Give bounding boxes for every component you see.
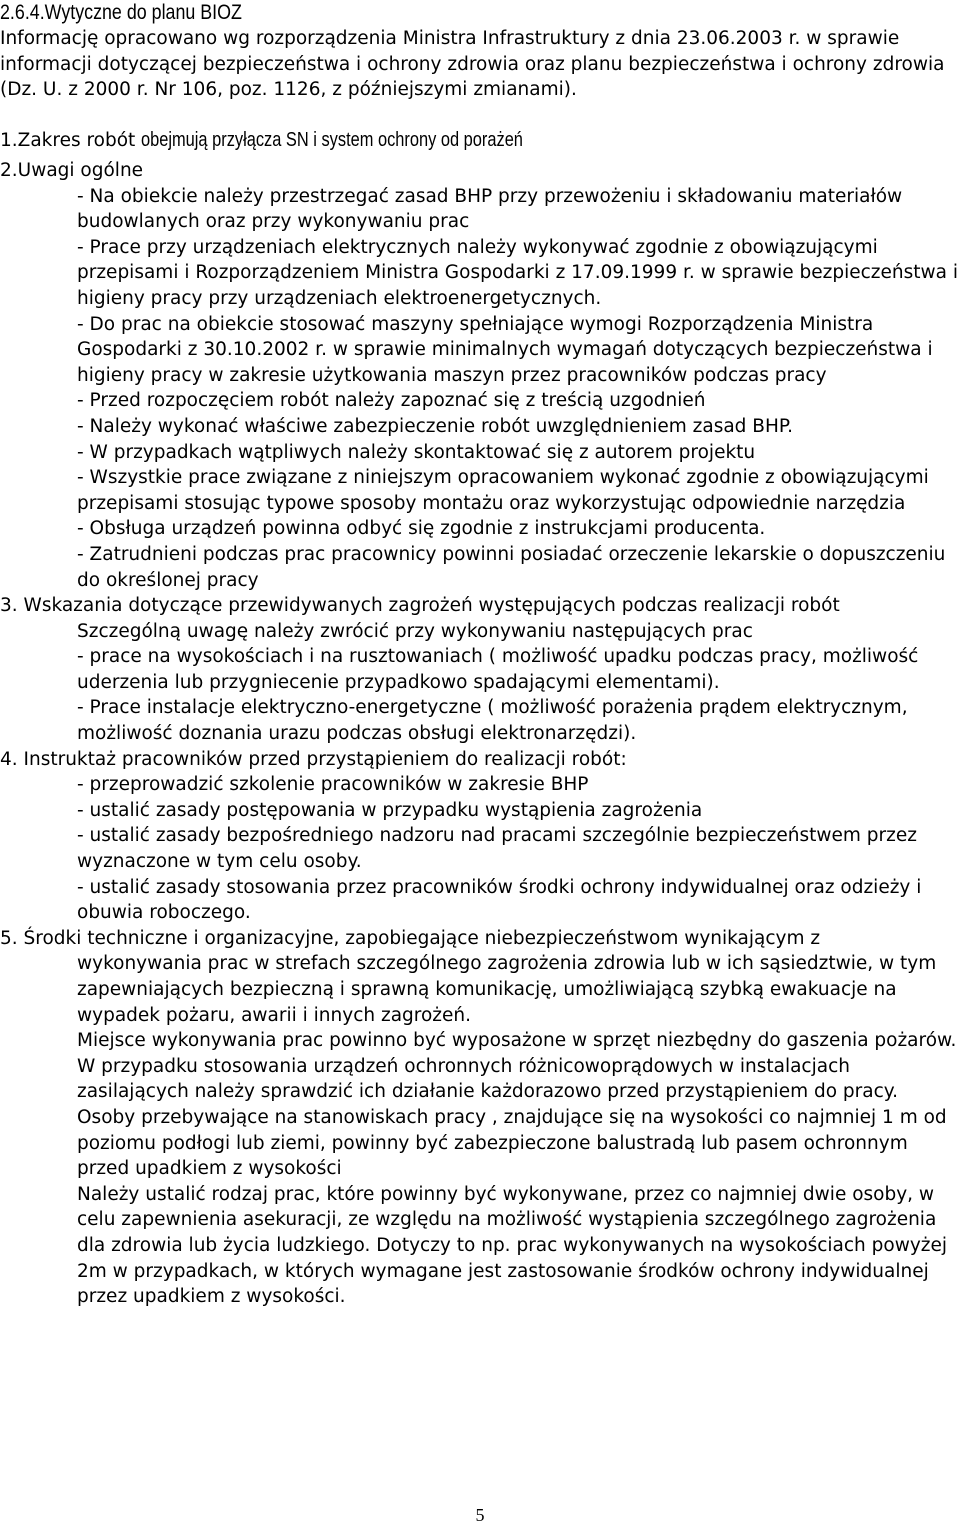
section-3-list <box>77 619 960 747</box>
section-5 <box>0 926 960 1310</box>
section-1-title <box>0 127 960 154</box>
paragraph: W przypadku stosowania urządzeń ochronnych różnicowoprądowych w instalacjach zasilających należy sprawdzić ich działanie każdorazowo przed przystąpieniem do pracy. <box>77 1055 898 1103</box>
section-5-list <box>77 951 960 1309</box>
list-item: - Na obiekcie należy przestrzegać zasad BHP przy przewożeniu i składowaniu materiałów budowlanych oraz przy wykonywaniu prac <box>77 185 903 233</box>
section-1-number: 1. <box>0 130 18 151</box>
section-2-list <box>77 184 960 594</box>
list-item: - Do prac na obiekcie stosować maszyny spełniające wymogi Rozporządzenia Ministra Gospodarki z 30.10.2002 r. w sprawie minimalnych wymagań dotyczących bezpieczeństwa i higieny pracy w zakresie użytkowania maszyn przez pracowników podczas pracy <box>77 313 933 386</box>
list-item: - Prace instalacje elektryczno-energetyczne ( możliwość porażenia prądem elektrycznym, możliwość doznania urazu podczas obsługi elektronarzędzi). <box>77 697 908 745</box>
section-1-title-part1: Zakres robót <box>17 130 142 151</box>
list-item: - W przypadkach wątpliwych należy skontaktować się z autorem projektu <box>77 441 756 463</box>
section-4-title: 4. Instruktaż pracowników przed przystąpieniem do realizacji robót: <box>0 748 627 770</box>
list-item: - ustalić zasady stosowania przez pracowników środki ochrony indywidualnej oraz odzieży i obuwia roboczego. <box>77 876 922 924</box>
list-item: - Obsługa urządzeń powinna odbyć się zgodnie z instrukcjami producenta. <box>77 518 766 540</box>
list-item: Szczególną uwagę należy zwrócić przy wykonywaniu następujących prac <box>77 620 753 642</box>
paragraph: Osoby przebywające na stanowiskach pracy , znajdujące się na wysokości co najmniej 1 m od poziomu podłogi lub ziemi, powinny być zabezpieczone balustradą lub pasem ochronnym przed upadkiem z wysokości <box>77 1106 947 1180</box>
list-item: - Przed rozpoczęciem robót należy zapoznać się z treścią uzgodnień <box>77 390 706 412</box>
paragraph: wykonywania prac w strefach szczególnego zagrożenia zdrowia lub w ich sąsiedztwie, w tym zapewniających bezpieczną i sprawną komunikację, umożliwiającą szybką ewakuacje na wypadek pożaru, awarii i innych zagrożeń. <box>77 953 937 1026</box>
section-1-title-part2: obejmują przyłącza SN i system ochrony od porażeń <box>141 129 524 151</box>
list-item: - ustalić zasady postępowania w przypadku wystąpienia zagrożenia <box>77 799 703 821</box>
section-4-list <box>77 772 960 926</box>
list-item: - przeprowadzić szkolenie pracowników w zakresie BHP <box>77 774 589 796</box>
list-item: - Wszystkie prace związane z niniejszym opracowaniem wykonać zgodnie z obowiązującymi przepisami stosując typowe sposoby montażu oraz wykorzystując odpowiednie narzędzia <box>77 467 929 514</box>
list-item: - prace na wysokościach i na rusztowaniach ( możliwość upadku podczas pracy, możliwość uderzenia lub przygniecenie przypadkowo spadającymi elementami). <box>77 646 919 693</box>
paragraph: Należy ustalić rodzaj prac, które powinny być wykonywane, przez co najmniej dwie osoby, w celu zapewnienia asekuracji, ze względu na możliwość wystąpienia szczególnego zagrożenia dla zdrowia lub życia ludzkiego. Dotyczy to np. prac wykonywanych na wysokościach powyżej 2m w przypadkach, w których wymagane jest zastosowanie środków ochrony indywidualnej przez upadkiem z wysokości. <box>77 1183 948 1308</box>
section-2-title: 2.Uwagi ogólne <box>0 160 144 181</box>
list-item: - Należy wykonać właściwe zabezpieczenie robót uwzględnieniem zasad BHP. <box>77 415 794 437</box>
page-number: 5 <box>475 1505 485 1525</box>
section-4 <box>0 747 960 926</box>
heading-text: 2.6.4.Wytyczne do planu BIOZ <box>0 1 242 24</box>
paragraph: Miejsce wykonywania prac powinno być wyposażone w sprzęt niezbędny do gaszenia pożarów. <box>77 1030 957 1052</box>
list-item: - ustalić zasady bezpośredniego nadzoru nad pracami szczególnie bezpieczeństwem przez wyznaczone w tym celu osoby. <box>77 825 917 873</box>
list-item: - Zatrudnieni podczas prac pracownicy powinni posiadać orzeczenie lekarskie o dopuszczeniu do określonej pracy <box>77 543 946 591</box>
document-body <box>0 158 960 1310</box>
section-3-title: 3. Wskazania dotyczące przewidywanych zagrożeń występujących podczas realizacji robót <box>0 595 840 617</box>
section-5-title: 5. Środki techniczne i organizacyjne, zapobiegające niebezpieczeństwom wynikającym z <box>0 927 821 949</box>
section-heading <box>0 0 816 25</box>
section-3 <box>0 593 960 747</box>
list-item: - Prace przy urządzeniach elektrycznych należy wykonywać zgodnie z obowiązującymi przepisami i Rozporządzeniem Ministra Gospodarki z 17.09.1999 r. w sprawie bezpieczeństwa i higieny pracy przy urządzeniach elektroenergetycznych. <box>77 236 958 309</box>
intro-paragraph: Informację opracowano wg rozporządzenia Ministra Infrastruktury z dnia 23.06.2003 r. w sprawie informacji dotyczącej bezpieczeństwa i ochrony zdrowia oraz planu bezpieczeństwa i ochrony zdrowia (Dz. U. z 2000 r. Nr 106, poz. 1126, z późniejszymi zmianami). <box>0 28 945 101</box>
section-2 <box>0 158 960 593</box>
